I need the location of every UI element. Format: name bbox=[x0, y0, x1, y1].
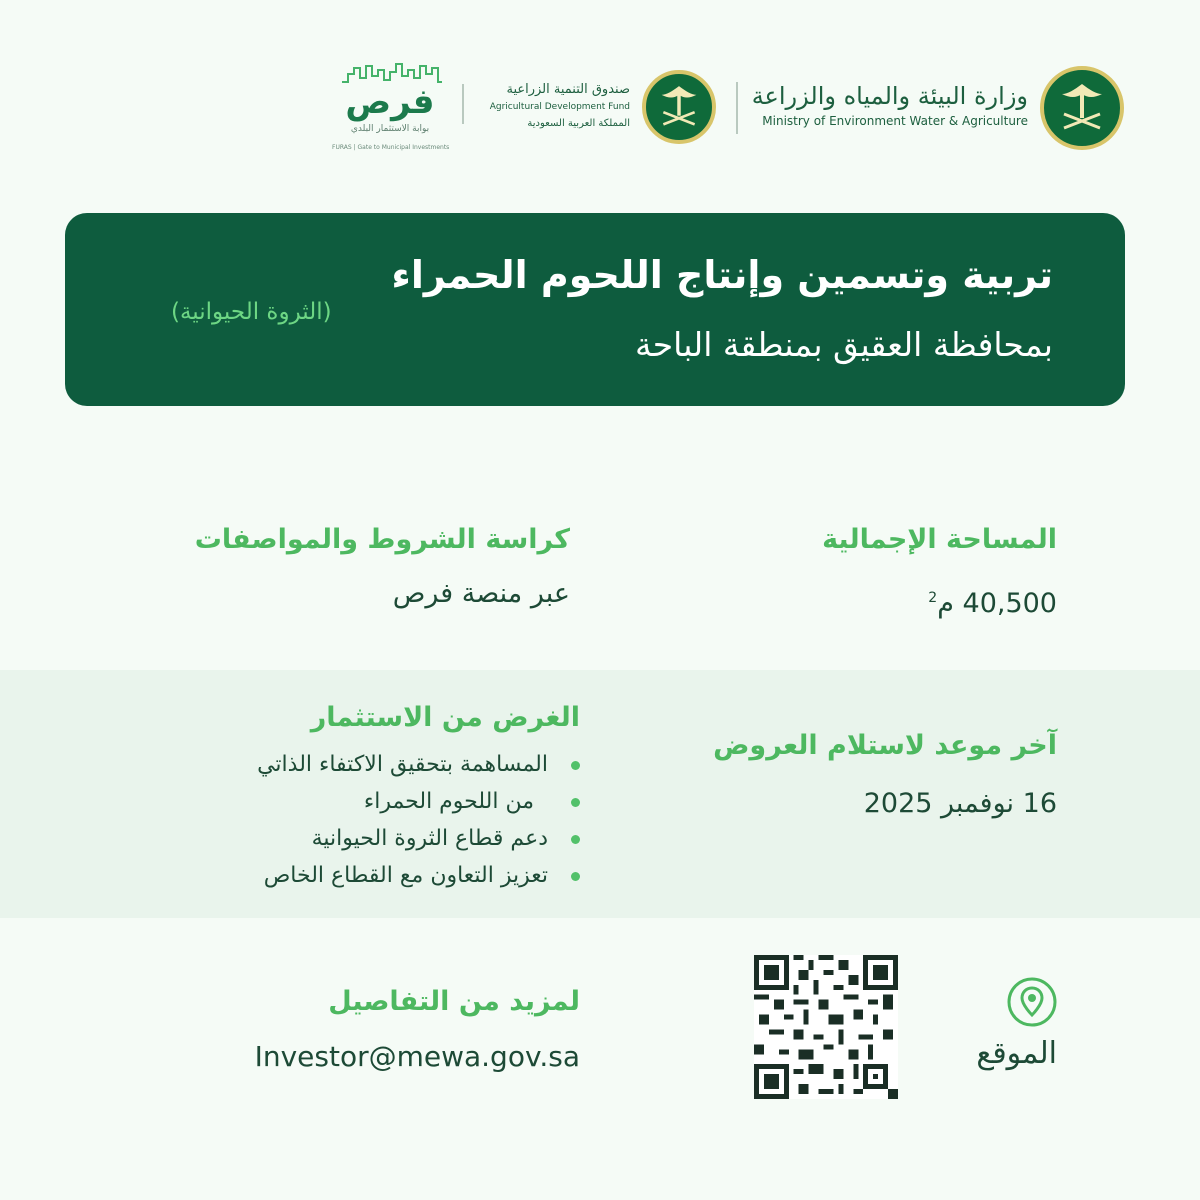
purpose-label: الغرض من الاستثمار bbox=[310, 702, 580, 733]
adf-logo bbox=[490, 68, 716, 144]
location-pin-icon[interactable] bbox=[1006, 976, 1058, 1028]
list-item-continuation: من اللحوم الحمراء bbox=[257, 783, 580, 820]
deadline-label: آخر موعد لاستلام العروض bbox=[713, 730, 1057, 761]
furas-wordmark: فرص bbox=[345, 82, 435, 122]
contact-email[interactable]: Investor@mewa.gov.sa bbox=[254, 1040, 580, 1073]
purpose-list bbox=[257, 746, 580, 894]
header-divider bbox=[736, 82, 738, 134]
area-number: 40,500 bbox=[962, 588, 1057, 619]
palm-swords-emblem-icon bbox=[642, 70, 716, 144]
city-skyline-icon bbox=[342, 62, 442, 84]
title-banner bbox=[65, 213, 1125, 406]
location-label: الموقع bbox=[976, 1036, 1057, 1071]
header-divider bbox=[462, 84, 464, 124]
area-unit: م bbox=[937, 588, 954, 619]
furas-logo bbox=[332, 58, 450, 158]
page-subtitle: بمحافظة العقيق بمنطقة الباحة bbox=[635, 325, 1053, 364]
furas-subtitle-ar: بوابة الاستثمار البلدي bbox=[350, 124, 430, 134]
list-item: دعم قطاع الثروة الحيوانية bbox=[257, 820, 580, 857]
adf-name-ar: صندوق التنمية الزراعية bbox=[506, 82, 630, 97]
deadline-value: 16 نوفمبر 2025 bbox=[863, 788, 1057, 819]
category-label: (الثروة الحيوانية) bbox=[171, 299, 332, 325]
brochure-value: عبر منصة فرص bbox=[392, 578, 570, 609]
page-title: تربية وتسمين وإنتاج اللحوم الحمراء bbox=[391, 253, 1053, 297]
mewa-logo bbox=[751, 64, 1124, 154]
list-item: المساهمة بتحقيق الاكتفاء الذاتي bbox=[257, 746, 580, 783]
list-item: تعزيز التعاون مع القطاع الخاص bbox=[257, 857, 580, 894]
adf-name-en: Agricultural Development Fund bbox=[489, 102, 630, 112]
palm-swords-emblem-icon bbox=[1040, 66, 1124, 150]
adf-country-ar: المملكة العربية السعودية bbox=[527, 118, 630, 129]
area-unit-exponent: 2 bbox=[928, 590, 938, 606]
area-label: المساحة الإجمالية bbox=[822, 524, 1057, 555]
mewa-name-en: Ministry of Environment Water & Agriculture bbox=[762, 114, 1028, 128]
brochure-label: كراسة الشروط والمواصفات bbox=[194, 524, 570, 555]
furas-subtitle-en: FURAS | Gate to Municipal Investments bbox=[332, 144, 450, 151]
area-value bbox=[928, 588, 1057, 619]
qr-code-icon[interactable] bbox=[754, 955, 898, 1099]
mewa-name-ar: وزارة البيئة والمياه والزراعة bbox=[751, 82, 1028, 110]
contact-label: لمزيد من التفاصيل bbox=[328, 986, 580, 1017]
